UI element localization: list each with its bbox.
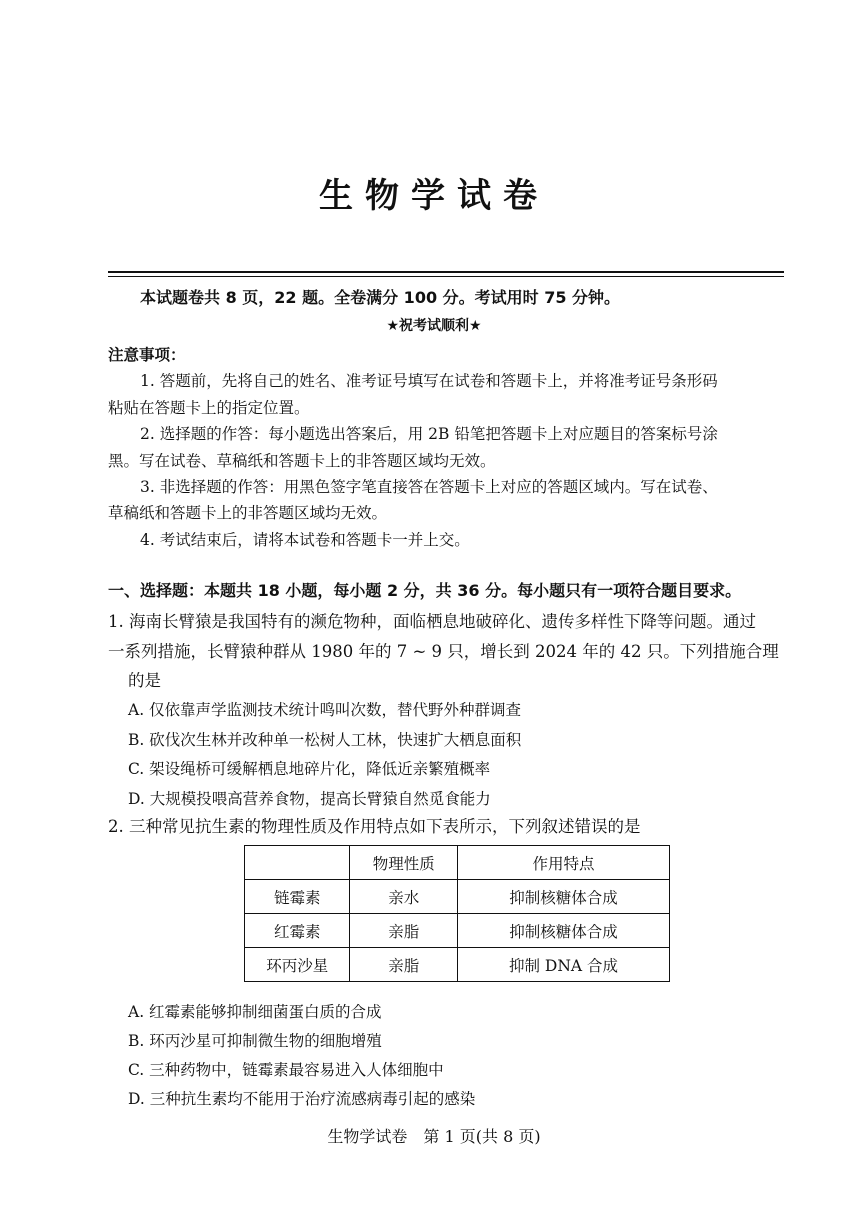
question-2-option-c: C. 三种药物中，链霉素最容易进入人体细胞中: [128, 1061, 444, 1079]
question-1-option-d: D. 大规模投喂高营养食物，提高长臂猿自然觅食能力: [128, 790, 491, 808]
notice-line: 草稿纸和答题卡上的非答题区域均无效。: [108, 504, 388, 522]
page-title: 生物学试卷: [319, 176, 549, 216]
table-row: [245, 880, 670, 914]
antibiotic-table: [244, 845, 670, 982]
table-header-cell: 作用特点: [457, 846, 669, 880]
table-cell: 红霉素: [245, 914, 350, 948]
question-1-option-b: B. 砍伐次生林并改种单一松树人工林，快速扩大栖息面积: [128, 731, 522, 749]
page-footer: 生物学试卷 第 1 页(共 8 页): [327, 1127, 541, 1146]
table-header-cell: 物理性质: [350, 846, 458, 880]
header-divider-thin: [108, 276, 784, 277]
question-1-option-a: A. 仅依靠声学监测技术统计鸣叫次数，替代野外种群调查: [128, 701, 522, 719]
notice-line: 2. 选择题的作答：每小题选出答案后，用 2B 铅笔把答题卡上对应题目的答案标号涂: [140, 425, 718, 443]
question-1-stem: 的是: [128, 671, 161, 690]
table-cell: 亲脂: [350, 948, 458, 982]
table-cell: 环丙沙星: [245, 948, 350, 982]
table-cell: 亲脂: [350, 914, 458, 948]
notice-line: 黑。写在试卷、草稿纸和答题卡上的非答题区域均无效。: [108, 452, 496, 470]
section-heading: 一、选择题：本题共 18 小题，每小题 2 分，共 36 分。每小题只有一项符合题目要求。: [108, 581, 742, 600]
header-divider-thick: [108, 271, 784, 273]
blessing-text: ★祝考试顺利★: [386, 318, 482, 334]
question-1-option-c: C. 架设绳桥可缓解栖息地碎片化，降低近亲繁殖概率: [128, 760, 491, 778]
question-1-stem: 1. 海南长臂猿是我国特有的濒危物种，面临栖息地破碎化、遗传多样性下降等问题。通过: [108, 612, 756, 631]
table-header-row: [245, 846, 670, 880]
question-2-option-a: A. 红霉素能够抑制细菌蛋白质的合成: [128, 1003, 382, 1021]
question-1-stem: 一系列措施，长臂猿种群从 1980 年的 7 ~ 9 只，增长到 2024 年的 42 只。下列措施合理: [108, 642, 779, 661]
notice-line: 粘贴在答题卡上的指定位置。: [108, 399, 310, 417]
notice-line: 1. 答题前，先将自己的姓名、准考证号填写在试卷和答题卡上，并将准考证号条形码: [140, 372, 718, 390]
table-cell: 抑制核糖体合成: [457, 880, 669, 914]
notice-line: 4. 考试结束后，请将本试卷和答题卡一并上交。: [140, 531, 470, 549]
exam-summary: 本试题卷共 8 页，22 题。全卷满分 100 分。考试用时 75 分钟。: [140, 288, 621, 307]
question-2-stem: 2. 三种常见抗生素的物理性质及作用特点如下表所示，下列叙述错误的是: [108, 817, 641, 836]
question-2-option-b: B. 环丙沙星可抑制微生物的细胞增殖: [128, 1032, 382, 1050]
table-header-cell: [245, 846, 350, 880]
table-cell: 抑制核糖体合成: [457, 914, 669, 948]
table-row: [245, 948, 670, 982]
table-row: [245, 914, 670, 948]
question-2-option-d: D. 三种抗生素均不能用于治疗流感病毒引起的感染: [128, 1090, 476, 1108]
table-cell: 链霉素: [245, 880, 350, 914]
table-cell: 亲水: [350, 880, 458, 914]
notice-line: 3. 非选择题的作答：用黑色签字笔直接答在答题卡上对应的答题区域内。写在试卷、: [140, 478, 718, 496]
notice-heading: 注意事项：: [108, 346, 186, 364]
table-cell: 抑制 DNA 合成: [457, 948, 669, 982]
